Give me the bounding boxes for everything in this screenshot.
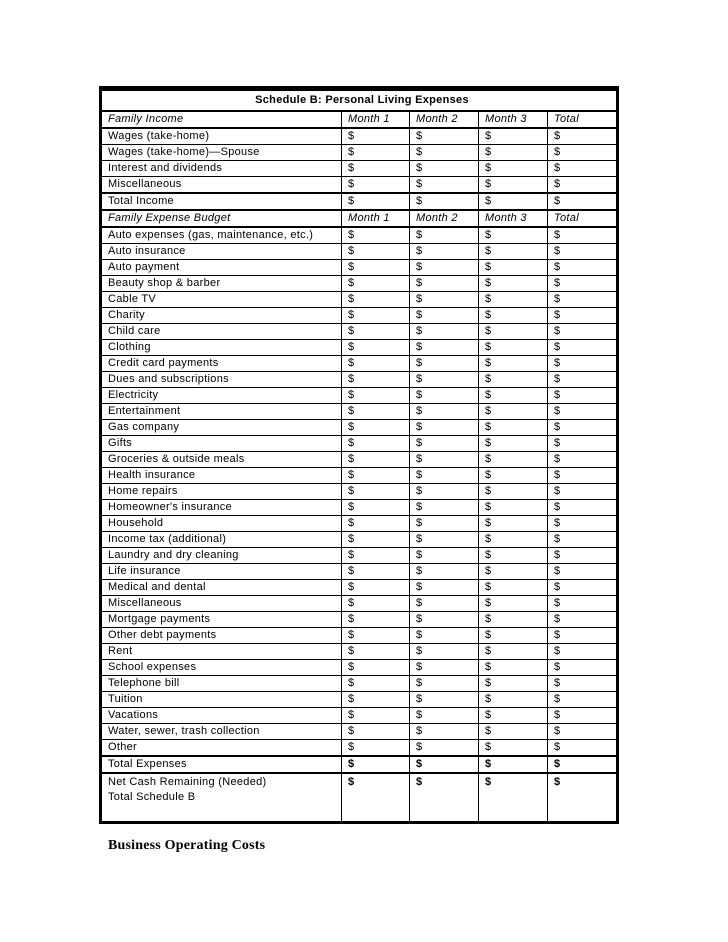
expense-month2-cell[interactable]: $ [410, 388, 479, 404]
net-cash-month3-cell[interactable]: $ [479, 773, 548, 823]
expense-month1-cell[interactable]: $ [342, 580, 410, 596]
expense-month3-cell[interactable]: $ [479, 740, 548, 757]
total-expenses-month1-cell[interactable]: $ [342, 756, 410, 773]
expense-row [101, 580, 618, 596]
income-month1-cell[interactable]: $ [342, 128, 410, 145]
expense-row [101, 564, 618, 580]
expense-total-cell[interactable]: $ [548, 388, 618, 404]
expense-month1-cell[interactable]: $ [342, 340, 410, 356]
expense-month2-cell[interactable]: $ [410, 404, 479, 420]
expense-month3-cell[interactable]: $ [479, 260, 548, 276]
expense-total-cell[interactable]: $ [548, 660, 618, 676]
income-month3-cell[interactable]: $ [479, 128, 548, 145]
expense-month1-cell[interactable]: $ [342, 356, 410, 372]
expense-month2-cell[interactable]: $ [410, 340, 479, 356]
net-cash-label-cell [101, 773, 342, 823]
expense-header-row [101, 210, 618, 227]
expense-month3-cell[interactable]: $ [479, 468, 548, 484]
expense-month3-cell[interactable]: $ [479, 372, 548, 388]
expense-month2-cell[interactable]: $ [410, 436, 479, 452]
expense-month1-cell[interactable]: $ [342, 516, 410, 532]
schedule-b-table [99, 86, 619, 824]
expense-month1-cell[interactable]: $ [342, 564, 410, 580]
expense-month2-cell[interactable]: $ [410, 292, 479, 308]
expense-month3-cell[interactable]: $ [479, 356, 548, 372]
expense-total-cell[interactable]: $ [548, 548, 618, 564]
expense-month1-cell[interactable]: $ [342, 676, 410, 692]
expense-total-cell[interactable]: $ [548, 484, 618, 500]
expense-row [101, 308, 618, 324]
expense-row-label: Home repairs [101, 484, 342, 500]
expense-month2-cell[interactable]: $ [410, 500, 479, 516]
expense-month1-cell[interactable]: $ [342, 292, 410, 308]
total-income-row [101, 193, 618, 210]
expense-month2-cell[interactable]: $ [410, 420, 479, 436]
expense-month1-cell[interactable]: $ [342, 452, 410, 468]
expense-month3-cell[interactable]: $ [479, 532, 548, 548]
expense-row [101, 724, 618, 740]
income-row-label: Wages (take-home)—Spouse [101, 145, 342, 161]
expense-row-label: Beauty shop & barber [101, 276, 342, 292]
expense-row-label: Medical and dental [101, 580, 342, 596]
expense-month3-header: Month 3 [479, 210, 548, 227]
expense-month1-cell[interactable]: $ [342, 244, 410, 260]
expense-month1-cell[interactable]: $ [342, 308, 410, 324]
expense-month3-cell[interactable]: $ [479, 580, 548, 596]
expense-month3-cell[interactable]: $ [479, 244, 548, 260]
expense-row [101, 548, 618, 564]
expense-month3-cell[interactable]: $ [479, 308, 548, 324]
expense-row-label: Cable TV [101, 292, 342, 308]
expense-month3-cell[interactable]: $ [479, 340, 548, 356]
income-row-label: Wages (take-home) [101, 128, 342, 145]
expense-row [101, 516, 618, 532]
expense-row [101, 452, 618, 468]
expense-month2-cell[interactable]: $ [410, 676, 479, 692]
expense-month2-cell[interactable]: $ [410, 308, 479, 324]
total-income-month3-cell[interactable]: $ [479, 193, 548, 210]
expense-month2-cell[interactable]: $ [410, 452, 479, 468]
expense-month2-cell[interactable]: $ [410, 724, 479, 740]
expense-total-cell[interactable]: $ [548, 596, 618, 612]
expense-month1-cell[interactable]: $ [342, 500, 410, 516]
table-title: Schedule B: Personal Living Expenses [101, 89, 618, 112]
expense-row-label: Gifts [101, 436, 342, 452]
expense-total-cell[interactable]: $ [548, 724, 618, 740]
expense-row-label: Auto payment [101, 260, 342, 276]
expense-month3-cell[interactable]: $ [479, 388, 548, 404]
expense-month3-cell[interactable]: $ [479, 500, 548, 516]
expense-row-label: Dues and subscriptions [101, 372, 342, 388]
net-cash-label: Net Cash Remaining (Needed) [108, 776, 267, 788]
expense-month2-cell[interactable]: $ [410, 548, 479, 564]
expense-total-cell[interactable]: $ [548, 500, 618, 516]
expense-total-cell[interactable]: $ [548, 308, 618, 324]
net-cash-month2-cell[interactable]: $ [410, 773, 479, 823]
income-total-cell[interactable]: $ [548, 145, 618, 161]
expense-month2-cell[interactable]: $ [410, 372, 479, 388]
expense-total-cell[interactable]: $ [548, 244, 618, 260]
expense-month2-cell[interactable]: $ [410, 628, 479, 644]
total-income-label: Total Income [101, 193, 342, 210]
expense-month1-cell[interactable]: $ [342, 388, 410, 404]
expense-row [101, 596, 618, 612]
expense-total-cell[interactable]: $ [548, 628, 618, 644]
expense-total-cell[interactable]: $ [548, 404, 618, 420]
expense-row-label: Credit card payments [101, 356, 342, 372]
income-row [101, 177, 618, 194]
expense-row-label: Tuition [101, 692, 342, 708]
expense-row-label: Rent [101, 644, 342, 660]
expense-month3-cell[interactable]: $ [479, 644, 548, 660]
expense-row-label: Other [101, 740, 342, 757]
expense-month2-cell[interactable]: $ [410, 227, 479, 244]
expense-month2-header: Month 2 [410, 210, 479, 227]
income-header-row [101, 111, 618, 128]
expense-row-label: Groceries & outside meals [101, 452, 342, 468]
expense-row [101, 404, 618, 420]
expense-row [101, 532, 618, 548]
expense-month1-header: Month 1 [342, 210, 410, 227]
expense-total-cell[interactable]: $ [548, 532, 618, 548]
expense-row-label: Auto insurance [101, 244, 342, 260]
income-month1-cell[interactable]: $ [342, 161, 410, 177]
expense-row-label: Auto expenses (gas, maintenance, etc.) [101, 227, 342, 244]
expense-month3-cell[interactable]: $ [479, 324, 548, 340]
expense-month1-cell[interactable]: $ [342, 548, 410, 564]
expense-month3-cell[interactable]: $ [479, 404, 548, 420]
expense-total-cell[interactable]: $ [548, 612, 618, 628]
expense-total-cell[interactable]: $ [548, 676, 618, 692]
income-month2-cell[interactable]: $ [410, 145, 479, 161]
income-month3-cell[interactable]: $ [479, 145, 548, 161]
expense-row-label: Gas company [101, 420, 342, 436]
income-row-label: Interest and dividends [101, 161, 342, 177]
expense-month3-cell[interactable]: $ [479, 724, 548, 740]
expense-month3-cell[interactable]: $ [479, 676, 548, 692]
expense-month1-cell[interactable]: $ [342, 660, 410, 676]
expense-month2-cell[interactable]: $ [410, 580, 479, 596]
expense-row [101, 260, 618, 276]
expense-total-cell[interactable]: $ [548, 644, 618, 660]
expense-total-cell[interactable]: $ [548, 372, 618, 388]
expense-month2-cell[interactable]: $ [410, 324, 479, 340]
income-total-cell[interactable]: $ [548, 177, 618, 194]
expense-month1-cell[interactable]: $ [342, 404, 410, 420]
income-row [101, 161, 618, 177]
expense-row-label: Homeowner's insurance [101, 500, 342, 516]
expense-total-cell[interactable]: $ [548, 580, 618, 596]
expense-total-cell[interactable]: $ [548, 740, 618, 757]
total-income-month2-cell[interactable]: $ [410, 193, 479, 210]
expense-month2-cell[interactable]: $ [410, 260, 479, 276]
expense-total-cell[interactable]: $ [548, 356, 618, 372]
expense-month3-cell[interactable]: $ [479, 708, 548, 724]
net-cash-month1-cell[interactable]: $ [342, 773, 410, 823]
expense-row-label: School expenses [101, 660, 342, 676]
expense-month1-cell[interactable]: $ [342, 532, 410, 548]
expense-row [101, 500, 618, 516]
expense-month1-cell[interactable]: $ [342, 628, 410, 644]
expense-row-label: Income tax (additional) [101, 532, 342, 548]
expense-row [101, 644, 618, 660]
expense-month1-cell[interactable]: $ [342, 644, 410, 660]
total-expenses-month2-cell[interactable]: $ [410, 756, 479, 773]
expense-month1-cell[interactable]: $ [342, 724, 410, 740]
expense-month3-cell[interactable]: $ [479, 276, 548, 292]
expense-month3-cell[interactable]: $ [479, 596, 548, 612]
expense-month3-cell[interactable]: $ [479, 692, 548, 708]
expense-row-label: Household [101, 516, 342, 532]
expense-month2-cell[interactable]: $ [410, 276, 479, 292]
expense-month3-cell[interactable]: $ [479, 484, 548, 500]
expense-month2-cell[interactable]: $ [410, 468, 479, 484]
income-section-label: Family Income [101, 111, 342, 128]
expense-total-cell[interactable]: $ [548, 292, 618, 308]
expense-month1-cell[interactable]: $ [342, 708, 410, 724]
expense-row [101, 676, 618, 692]
schedule-b-sheet [99, 86, 616, 824]
total-income-month1-cell[interactable]: $ [342, 193, 410, 210]
expense-row [101, 324, 618, 340]
expense-row-label: Entertainment [101, 404, 342, 420]
expense-month3-cell[interactable]: $ [479, 420, 548, 436]
expense-row-label: Water, sewer, trash collection [101, 724, 342, 740]
expense-month1-cell[interactable]: $ [342, 468, 410, 484]
expense-month2-cell[interactable]: $ [410, 644, 479, 660]
expense-month2-cell[interactable]: $ [410, 532, 479, 548]
expense-month1-cell[interactable]: $ [342, 276, 410, 292]
income-total-cell[interactable]: $ [548, 128, 618, 145]
income-total-cell[interactable]: $ [548, 161, 618, 177]
expense-total-cell[interactable]: $ [548, 468, 618, 484]
expense-row-label: Life insurance [101, 564, 342, 580]
expense-month2-cell[interactable]: $ [410, 660, 479, 676]
expense-row-label: Health insurance [101, 468, 342, 484]
expense-row [101, 612, 618, 628]
net-cash-row [101, 773, 618, 823]
expense-row [101, 708, 618, 724]
income-month1-header: Month 1 [342, 111, 410, 128]
expense-total-cell[interactable]: $ [548, 452, 618, 468]
expense-total-cell[interactable]: $ [548, 340, 618, 356]
expense-row [101, 740, 618, 757]
income-month3-cell[interactable]: $ [479, 177, 548, 194]
expense-row [101, 388, 618, 404]
expense-month1-cell[interactable]: $ [342, 420, 410, 436]
business-operating-costs-heading: Business Operating Costs [108, 838, 266, 853]
expense-month1-cell[interactable]: $ [342, 372, 410, 388]
income-row [101, 145, 618, 161]
expense-month3-cell[interactable]: $ [479, 227, 548, 244]
expense-row-label: Charity [101, 308, 342, 324]
expense-row-label: Telephone bill [101, 676, 342, 692]
expense-month2-cell[interactable]: $ [410, 484, 479, 500]
income-total-header: Total [548, 111, 618, 128]
expense-month3-cell[interactable]: $ [479, 452, 548, 468]
expense-month3-cell[interactable]: $ [479, 436, 548, 452]
income-month1-cell[interactable]: $ [342, 145, 410, 161]
expense-month3-cell[interactable]: $ [479, 516, 548, 532]
net-cash-total-cell[interactable]: $ [548, 773, 618, 823]
expense-row [101, 628, 618, 644]
expense-row [101, 420, 618, 436]
expense-total-cell[interactable]: $ [548, 260, 618, 276]
expense-row-label: Vacations [101, 708, 342, 724]
expense-month3-cell[interactable]: $ [479, 292, 548, 308]
expense-month2-cell[interactable]: $ [410, 356, 479, 372]
expense-row-label: Child care [101, 324, 342, 340]
expense-month2-cell[interactable]: $ [410, 516, 479, 532]
income-row-label: Miscellaneous [101, 177, 342, 194]
total-expenses-month3-cell[interactable]: $ [479, 756, 548, 773]
expense-month1-cell[interactable]: $ [342, 596, 410, 612]
expense-month3-cell[interactable]: $ [479, 548, 548, 564]
income-month2-header: Month 2 [410, 111, 479, 128]
expense-row-label: Clothing [101, 340, 342, 356]
income-month2-cell[interactable]: $ [410, 177, 479, 194]
expense-row [101, 356, 618, 372]
expense-month2-cell[interactable]: $ [410, 564, 479, 580]
total-schedule-b-label: Total Schedule B [108, 791, 196, 803]
expense-total-cell[interactable]: $ [548, 420, 618, 436]
expense-row-label: Mortgage payments [101, 612, 342, 628]
expense-month2-cell[interactable]: $ [410, 692, 479, 708]
total-income-total-cell[interactable]: $ [548, 193, 618, 210]
expense-row-label: Other debt payments [101, 628, 342, 644]
income-month2-cell[interactable]: $ [410, 161, 479, 177]
expense-month1-cell[interactable]: $ [342, 436, 410, 452]
expense-row [101, 660, 618, 676]
expense-total-cell[interactable]: $ [548, 436, 618, 452]
expense-total-cell[interactable]: $ [548, 276, 618, 292]
expense-month1-cell[interactable]: $ [342, 260, 410, 276]
expense-row [101, 484, 618, 500]
expense-month2-cell[interactable]: $ [410, 244, 479, 260]
expense-month3-cell[interactable]: $ [479, 628, 548, 644]
expense-month3-cell[interactable]: $ [479, 564, 548, 580]
expense-row [101, 276, 618, 292]
expense-month1-cell[interactable]: $ [342, 227, 410, 244]
expense-row [101, 468, 618, 484]
expense-total-cell[interactable]: $ [548, 692, 618, 708]
expense-month2-cell[interactable]: $ [410, 596, 479, 612]
expense-total-header: Total [548, 210, 618, 227]
expense-total-cell[interactable]: $ [548, 227, 618, 244]
expense-month3-cell[interactable]: $ [479, 612, 548, 628]
expense-total-cell[interactable]: $ [548, 708, 618, 724]
income-month3-cell[interactable]: $ [479, 161, 548, 177]
table-title-row [101, 89, 618, 112]
expense-month3-cell[interactable]: $ [479, 660, 548, 676]
expense-row [101, 292, 618, 308]
expense-month2-cell[interactable]: $ [410, 708, 479, 724]
expense-row [101, 244, 618, 260]
expense-row [101, 340, 618, 356]
expense-section-label: Family Expense Budget [101, 210, 342, 227]
expense-row-label: Miscellaneous [101, 596, 342, 612]
total-expenses-label: Total Expenses [101, 756, 342, 773]
expense-row [101, 692, 618, 708]
income-month3-header: Month 3 [479, 111, 548, 128]
expense-row [101, 372, 618, 388]
expense-month1-cell[interactable]: $ [342, 740, 410, 757]
income-month2-cell[interactable]: $ [410, 128, 479, 145]
total-expenses-total-cell[interactable]: $ [548, 756, 618, 773]
expense-row-label: Laundry and dry cleaning [101, 548, 342, 564]
expense-row [101, 227, 618, 244]
expense-month1-cell[interactable]: $ [342, 612, 410, 628]
expense-row [101, 436, 618, 452]
expense-row-label: Electricity [101, 388, 342, 404]
expense-month2-cell[interactable]: $ [410, 740, 479, 757]
total-expenses-row [101, 756, 618, 773]
expense-total-cell[interactable]: $ [548, 324, 618, 340]
expense-month2-cell[interactable]: $ [410, 612, 479, 628]
expense-month1-cell[interactable]: $ [342, 324, 410, 340]
expense-total-cell[interactable]: $ [548, 564, 618, 580]
expense-total-cell[interactable]: $ [548, 516, 618, 532]
expense-month1-cell[interactable]: $ [342, 484, 410, 500]
income-month1-cell[interactable]: $ [342, 177, 410, 194]
income-row [101, 128, 618, 145]
expense-month1-cell[interactable]: $ [342, 692, 410, 708]
